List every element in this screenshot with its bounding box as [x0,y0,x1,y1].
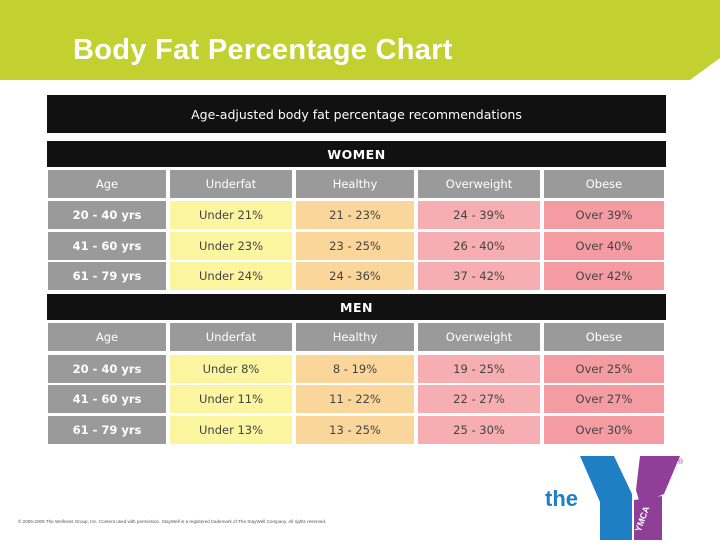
ymca-logo [540,450,720,540]
women-row-61-79 [47,262,666,290]
underfat-cell: Under 24% [170,262,292,290]
y-logo-left-stroke [580,456,632,540]
table-caption: Age-adjusted body fat percentage recommendations [47,95,666,133]
column-header-age: Age [48,170,166,198]
men-row-61-79 [47,416,666,444]
men-row-41-60 [47,385,666,413]
men-column-header-row [47,323,666,351]
column-header-underfat: Underfat [170,170,292,198]
age-cell: 20 - 40 yrs [48,201,166,229]
obese-cell: Over 40% [544,232,664,260]
healthy-cell: 8 - 19% [296,355,414,383]
women-row-41-60 [47,232,666,260]
obese-cell: Over 30% [544,416,664,444]
age-cell: 61 - 79 yrs [48,416,166,444]
logo-word-the: the [545,486,578,511]
column-header-obese: Obese [544,170,664,198]
overweight-cell: 22 - 27% [418,385,540,413]
men-row-20-40 [47,355,666,383]
column-header-healthy: Healthy [296,323,414,351]
overweight-cell: 25 - 30% [418,416,540,444]
overweight-cell: 26 - 40% [418,232,540,260]
women-section-header: WOMEN [47,141,666,167]
healthy-cell: 11 - 22% [296,385,414,413]
ymca-brand-text: YMCA [632,504,652,534]
overweight-cell: 19 - 25% [418,355,540,383]
underfat-cell: Under 21% [170,201,292,229]
underfat-cell: Under 11% [170,385,292,413]
obese-cell: Over 39% [544,201,664,229]
obese-cell: Over 42% [544,262,664,290]
healthy-cell: 23 - 25% [296,232,414,260]
healthy-cell: 24 - 36% [296,262,414,290]
column-header-underfat: Underfat [170,323,292,351]
women-row-20-40 [47,201,666,229]
underfat-cell: Under 8% [170,355,292,383]
age-cell: 61 - 79 yrs [48,262,166,290]
overweight-cell: 37 - 42% [418,262,540,290]
obese-cell: Over 27% [544,385,664,413]
column-header-obese: Obese [544,323,664,351]
underfat-cell: Under 23% [170,232,292,260]
overweight-cell: 24 - 39% [418,201,540,229]
registered-mark: ® [678,459,684,466]
men-section-header: MEN [47,294,666,320]
underfat-cell: Under 13% [170,416,292,444]
age-cell: 20 - 40 yrs [48,355,166,383]
age-cell: 41 - 60 yrs [48,385,166,413]
column-header-overweight: Overweight [418,323,540,351]
slide-title: Body Fat Percentage Chart [73,34,453,66]
column-header-overweight: Overweight [418,170,540,198]
body-fat-table [47,95,666,444]
women-column-header-row [47,170,666,198]
column-header-healthy: Healthy [296,170,414,198]
healthy-cell: 21 - 23% [296,201,414,229]
obese-cell: Over 25% [544,355,664,383]
column-header-age: Age [48,323,166,351]
age-cell: 41 - 60 yrs [48,232,166,260]
copyright-notice: © 2005-2008 The Wellness Group, Inc. Content used with permission. StayWell is a registered trademark of The StayWell Company. All rights reserved. [18,519,327,524]
healthy-cell: 13 - 25% [296,416,414,444]
